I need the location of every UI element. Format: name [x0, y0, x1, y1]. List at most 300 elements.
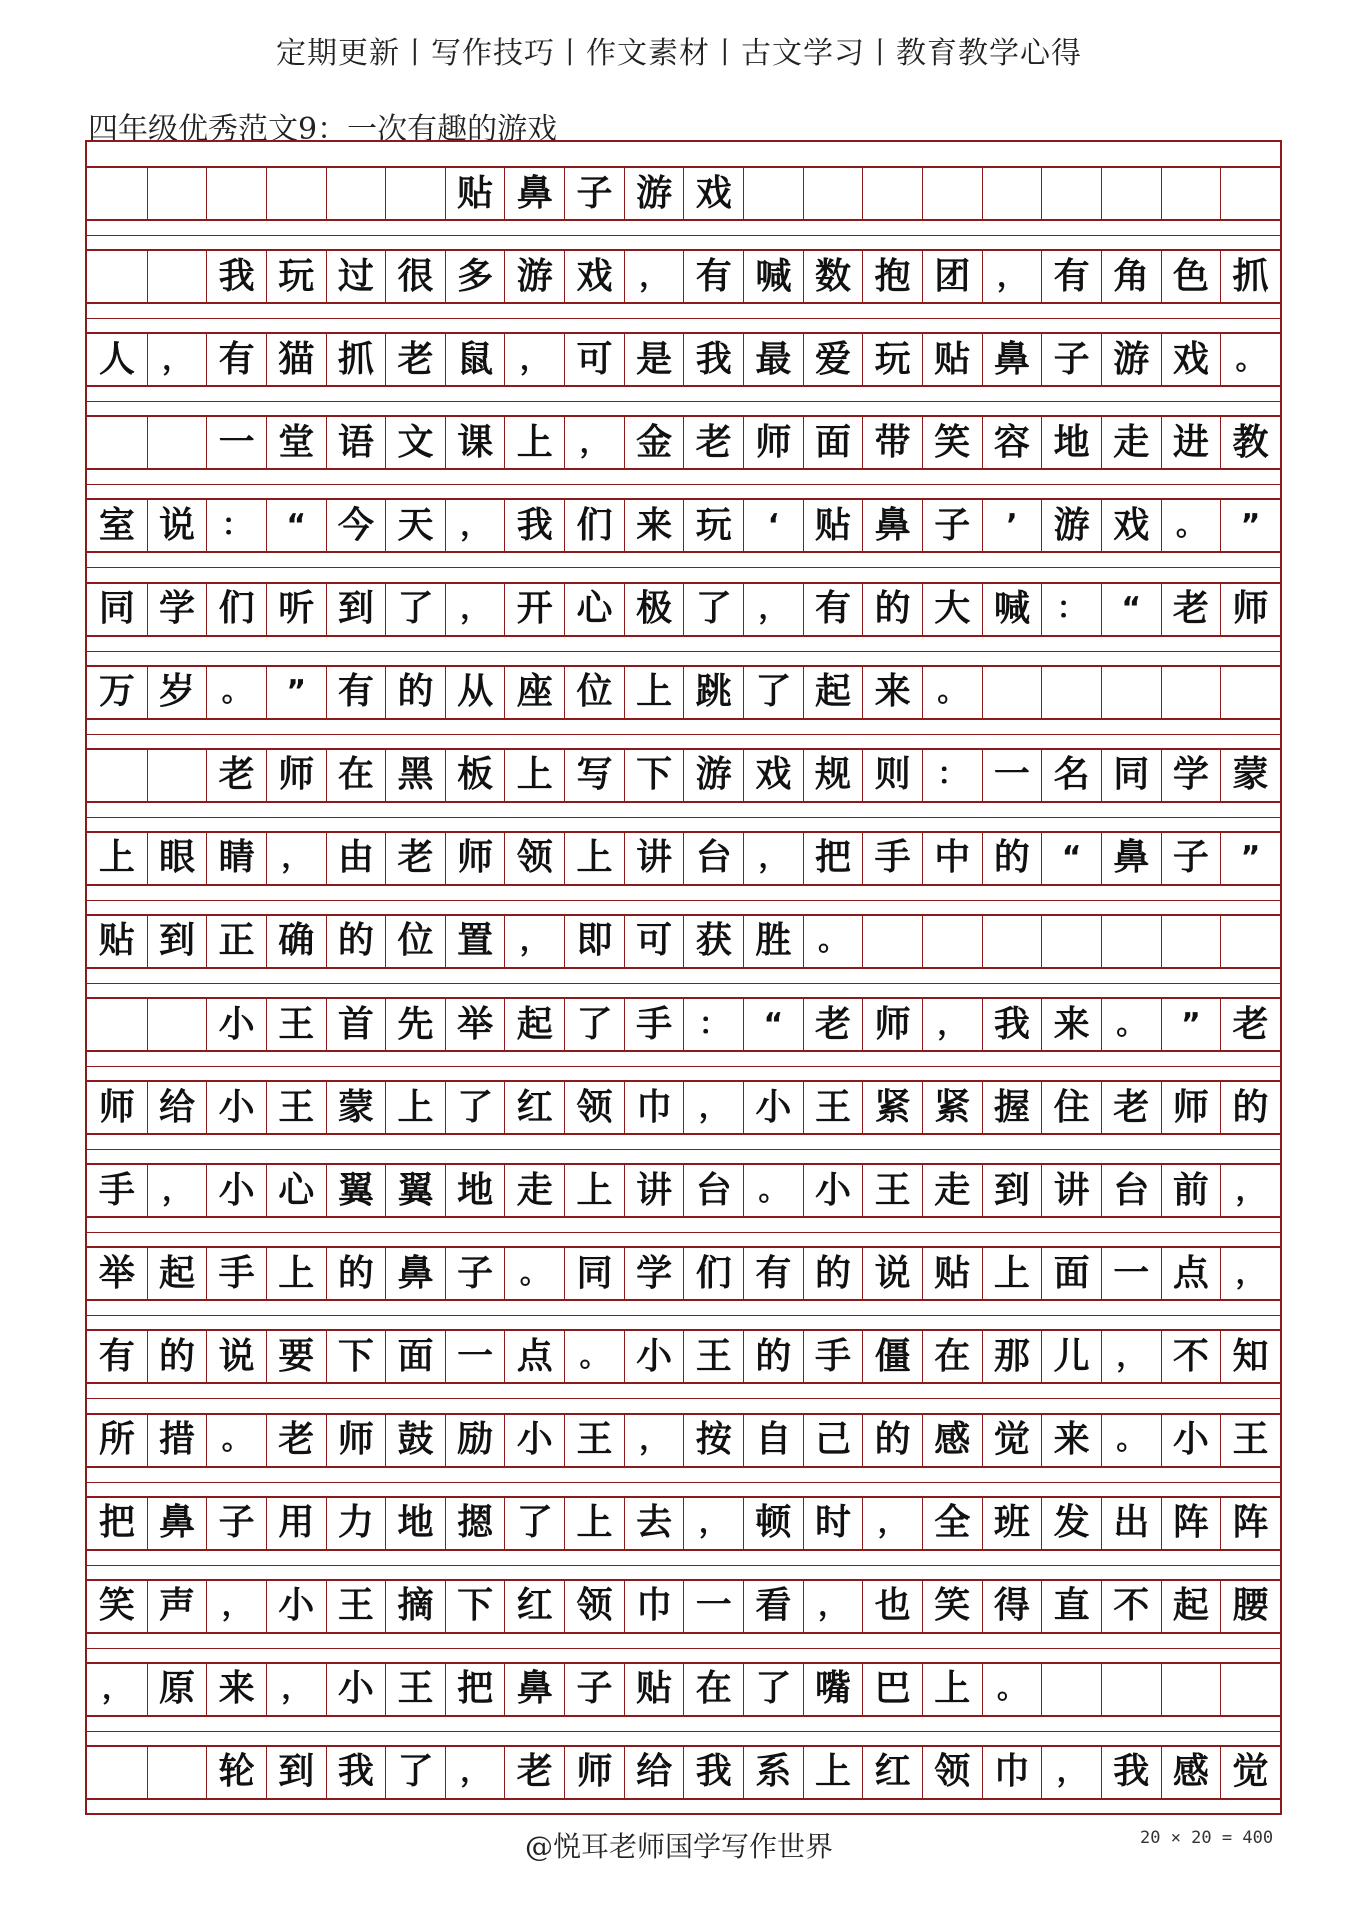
grid-cell: ，: [1041, 1745, 1101, 1800]
grid-cell: 师: [564, 1745, 624, 1800]
grid-cell: 上: [922, 1662, 982, 1717]
grid-cell: ，: [445, 498, 505, 553]
grid-cell: 了: [564, 997, 624, 1052]
grid-cell: [1041, 166, 1101, 221]
grid-cell: 要: [266, 1329, 326, 1384]
grid-cell: 座: [504, 665, 564, 720]
grid-cell: ，: [87, 1662, 147, 1717]
grid-row: [87, 665, 1280, 720]
grid-row: [87, 1745, 1280, 1800]
grid-row: [87, 997, 1280, 1052]
grid-cell: 学: [624, 1246, 684, 1301]
grid-cell: 小: [803, 1163, 863, 1218]
grid-cell: 班: [982, 1496, 1042, 1551]
grid-cell: ，: [982, 249, 1042, 304]
grid-spacer-line: [87, 1814, 1280, 1815]
grid-cell: 团: [922, 249, 982, 304]
grid-cell: 有: [326, 665, 386, 720]
grid-cell: 规: [803, 748, 863, 803]
grid-cell: 子: [1161, 831, 1221, 886]
grid-cell: 抱: [862, 249, 922, 304]
grid-cell: 进: [1161, 415, 1221, 470]
grid-cell: 的: [326, 1246, 386, 1301]
grid-cell: 置: [445, 914, 505, 969]
grid-cell: 金: [624, 415, 684, 470]
grid-cell: 小: [743, 1080, 803, 1135]
grid-cell: 给: [147, 1080, 207, 1135]
grid-cell: 色: [1161, 249, 1221, 304]
grid-cell: 励: [445, 1413, 505, 1468]
grid-cell: [862, 166, 922, 221]
grid-cell: 小: [624, 1329, 684, 1384]
grid-cell: 爱: [803, 332, 863, 387]
grid-cell: 来: [206, 1662, 266, 1717]
grid-cell: 老: [1220, 997, 1280, 1052]
grid-cell: 。: [1101, 1413, 1161, 1468]
grid-cell: 容: [982, 415, 1042, 470]
grid-cell: 来: [862, 665, 922, 720]
grid-cell: 一: [206, 415, 266, 470]
grid-spacer-line: [87, 734, 1280, 735]
grid-cell: 小: [266, 1579, 326, 1634]
grid-cell: ，: [504, 332, 564, 387]
grid-cell: 游: [1101, 332, 1161, 387]
grid-cell: [982, 665, 1042, 720]
grid-cell: “: [266, 498, 326, 553]
grid-cell: 鼻: [385, 1246, 445, 1301]
grid-cell: 。: [206, 1413, 266, 1468]
grid-cell: 学: [1161, 748, 1221, 803]
grid-cell: 来: [1041, 997, 1101, 1052]
grid-cell: 手: [862, 831, 922, 886]
grid-cell: 上: [564, 1163, 624, 1218]
grid-row: [87, 1329, 1280, 1384]
grid-cell: 老: [803, 997, 863, 1052]
grid-cell: 子: [922, 498, 982, 553]
grid-cell: 戏: [1161, 332, 1221, 387]
grid-cell: 角: [1101, 249, 1161, 304]
grid-cell: [147, 415, 207, 470]
grid-row: [87, 582, 1280, 637]
grid-cell: 子: [445, 1246, 505, 1301]
grid-cell: [1220, 665, 1280, 720]
grid-cell: ，: [445, 582, 505, 637]
grid-cell: 不: [1101, 1579, 1161, 1634]
grid-cell: 用: [266, 1496, 326, 1551]
grid-cell: 下: [624, 748, 684, 803]
grid-cell: 。: [504, 1246, 564, 1301]
grid-cell: [1161, 1662, 1221, 1717]
grid-cell: 王: [564, 1413, 624, 1468]
grid-cell: 说: [862, 1246, 922, 1301]
grid-cell: 师: [743, 415, 803, 470]
grid-cell: “: [1101, 582, 1161, 637]
grid-cell: ”: [1220, 498, 1280, 553]
grid-cell: “: [743, 997, 803, 1052]
grid-cell: 游: [1041, 498, 1101, 553]
grid-cell: 鼓: [385, 1413, 445, 1468]
grid-cell: 师: [326, 1413, 386, 1468]
grid-cell: 在: [683, 1662, 743, 1717]
grid-cell: 笑: [922, 415, 982, 470]
grid-cell: [1161, 665, 1221, 720]
grid-cell: 把: [803, 831, 863, 886]
grid-cell: [922, 914, 982, 969]
grid-cell: 文: [385, 415, 445, 470]
grid-cell: 阵: [1220, 1496, 1280, 1551]
grid-cell: 去: [624, 1496, 684, 1551]
grid-cell: 己: [803, 1413, 863, 1468]
grid-cell: 系: [743, 1745, 803, 1800]
grid-spacer-line: [87, 1066, 1280, 1067]
grid-cell: ”: [266, 665, 326, 720]
grid-cell: 戏: [743, 748, 803, 803]
grid-cell: 王: [683, 1329, 743, 1384]
grid-cell: 。: [743, 1163, 803, 1218]
grid-cell: 一: [683, 1579, 743, 1634]
grid-cell: 我: [326, 1745, 386, 1800]
grid-cell: ，: [147, 1163, 207, 1218]
grid-cell: 王: [266, 1080, 326, 1135]
grid-cell: 我: [1101, 1745, 1161, 1800]
grid-cell: [1220, 166, 1280, 221]
grid-cell: 顿: [743, 1496, 803, 1551]
grid-row: [87, 249, 1280, 304]
grid-spacer-line: [87, 1565, 1280, 1566]
grid-spacer-line: [87, 235, 1280, 236]
grid-cell: 语: [326, 415, 386, 470]
grid-cell: 手: [87, 1163, 147, 1218]
grid-cell: 写: [564, 748, 624, 803]
grid-cell: 翼: [326, 1163, 386, 1218]
grid-cell: 地: [385, 1496, 445, 1551]
grid-spacer-line: [87, 651, 1280, 652]
grid-cell: 万: [87, 665, 147, 720]
grid-cell: “: [1041, 831, 1101, 886]
grid-cell: ，: [922, 997, 982, 1052]
grid-cell: 子: [564, 166, 624, 221]
grid-cell: 玩: [266, 249, 326, 304]
grid-cell: 师: [1161, 1080, 1221, 1135]
grid-row: [87, 914, 1280, 969]
grid-cell: ，: [564, 415, 624, 470]
grid-cell: ，: [862, 1496, 922, 1551]
grid-cell: [1220, 1662, 1280, 1717]
grid-cell: 跳: [683, 665, 743, 720]
grid-row: [87, 166, 1280, 221]
grid-cell: 小: [326, 1662, 386, 1717]
grid-cell: 紧: [922, 1080, 982, 1135]
grid-cell: 的: [147, 1329, 207, 1384]
grid-cell: 玩: [683, 498, 743, 553]
grid-cell: 老: [1101, 1080, 1161, 1135]
grid-cell: 面: [1041, 1246, 1101, 1301]
grid-cell: 抓: [326, 332, 386, 387]
grid-cell: 下: [445, 1579, 505, 1634]
grid-cell: 黑: [385, 748, 445, 803]
grid-cell: 首: [326, 997, 386, 1052]
grid-cell: 室: [87, 498, 147, 553]
grid-cell: 由: [326, 831, 386, 886]
grid-cell: 贴: [624, 1662, 684, 1717]
grid-cell: 了: [743, 665, 803, 720]
grid-cell: 中: [922, 831, 982, 886]
grid-cell: [87, 748, 147, 803]
grid-cell: 举: [87, 1246, 147, 1301]
grid-cell: 面: [803, 415, 863, 470]
grid-row: [87, 1662, 1280, 1717]
grid-cell: 到: [147, 914, 207, 969]
grid-cell: 抓: [1220, 249, 1280, 304]
grid-cell: 。: [1101, 997, 1161, 1052]
document-title: 四年级优秀范文9：一次有趣的游戏: [88, 112, 558, 147]
grid-spacer-line: [87, 1648, 1280, 1649]
grid-cell: 老: [206, 748, 266, 803]
grid-cell: 把: [445, 1662, 505, 1717]
grid-cell: [87, 1745, 147, 1800]
grid-row: [87, 1246, 1280, 1301]
grid-cell: 游: [683, 748, 743, 803]
grid-cell: 不: [1161, 1329, 1221, 1384]
grid-cell: 师: [862, 997, 922, 1052]
grid-cell: ，: [1220, 1246, 1280, 1301]
grid-cell: 师: [445, 831, 505, 886]
grid-cell: 王: [862, 1163, 922, 1218]
grid-cell: 蒙: [326, 1080, 386, 1135]
grid-row: [87, 1496, 1280, 1551]
grid-cell: 师: [87, 1080, 147, 1135]
grid-cell: [87, 415, 147, 470]
grid-spacer-line: [87, 983, 1280, 984]
grid-cell: 上: [564, 1496, 624, 1551]
grid-cell: 贴: [803, 498, 863, 553]
grid-cell: 点: [1161, 1246, 1221, 1301]
grid-cell: 听: [266, 582, 326, 637]
grid-cell: 走: [922, 1163, 982, 1218]
grid-cell: 过: [326, 249, 386, 304]
grid-cell: 讲: [1041, 1163, 1101, 1218]
grid-cell: 子: [1041, 332, 1101, 387]
grid-cell: 到: [326, 582, 386, 637]
grid-cell: 小: [504, 1413, 564, 1468]
grid-cell: [266, 166, 326, 221]
grid-cell: 鼻: [504, 1662, 564, 1717]
grid-cell: [922, 166, 982, 221]
grid-cell: [326, 166, 386, 221]
grid-cell: 上: [982, 1246, 1042, 1301]
grid-spacer-line: [87, 1232, 1280, 1233]
grid-cell: 王: [385, 1662, 445, 1717]
grid-spacer-line: [87, 484, 1280, 485]
grid-cell: 睛: [206, 831, 266, 886]
grid-cell: 贴: [922, 1246, 982, 1301]
grid-cell: 我: [683, 1745, 743, 1800]
grid-cell: 岁: [147, 665, 207, 720]
grid-cell: 一: [1101, 1246, 1161, 1301]
grid-spacer-line: [87, 1149, 1280, 1150]
grid-cell: 巾: [982, 1745, 1042, 1800]
grid-cell: 戏: [564, 249, 624, 304]
grid-cell: 点: [504, 1329, 564, 1384]
grid-cell: 也: [862, 1579, 922, 1634]
grid-cell: ：: [1041, 582, 1101, 637]
grid-cell: ：: [206, 498, 266, 553]
grid-cell: ，: [147, 332, 207, 387]
grid-cell: 所: [87, 1413, 147, 1468]
grid-cell: [1101, 914, 1161, 969]
grid-cell: 老: [385, 332, 445, 387]
grid-cell: 紧: [862, 1080, 922, 1135]
grid-cell: ”: [1161, 997, 1221, 1052]
grid-cell: [1161, 914, 1221, 969]
grid-cell: 手: [624, 997, 684, 1052]
grid-cell: 猫: [266, 332, 326, 387]
grid-cell: 上: [266, 1246, 326, 1301]
grid-row: [87, 332, 1280, 387]
grid-cell: 游: [624, 166, 684, 221]
grid-cell: 领: [564, 1080, 624, 1135]
grid-cell: [87, 249, 147, 304]
grid-cell: 们: [683, 1246, 743, 1301]
grid-cell: [1041, 665, 1101, 720]
grid-cell: 轮: [206, 1745, 266, 1800]
grid-cell: 知: [1220, 1329, 1280, 1384]
grid-cell: 前: [1161, 1163, 1221, 1218]
grid-cell: 心: [564, 582, 624, 637]
grid-cell: ，: [206, 1579, 266, 1634]
grid-cell: 力: [326, 1496, 386, 1551]
grid-cell: 小: [206, 997, 266, 1052]
grid-cell: [1041, 1662, 1101, 1717]
grid-row: [87, 1579, 1280, 1634]
grid-cell: 子: [564, 1662, 624, 1717]
grid-cell: 笑: [87, 1579, 147, 1634]
grid-cell: 有: [743, 1246, 803, 1301]
grid-cell: 地: [445, 1163, 505, 1218]
grid-cell: 有: [803, 582, 863, 637]
grid-cell: 原: [147, 1662, 207, 1717]
grid-cell: 。: [803, 914, 863, 969]
grid-cell: ，: [743, 831, 803, 886]
grid-cell: 觉: [1220, 1745, 1280, 1800]
grid-cell: 眼: [147, 831, 207, 886]
grid-cell: 王: [803, 1080, 863, 1135]
grid-row: [87, 748, 1280, 803]
grid-cell: 措: [147, 1413, 207, 1468]
grid-cell: 来: [624, 498, 684, 553]
grid-cell: 巾: [624, 1080, 684, 1135]
grid-cell: 同: [1101, 748, 1161, 803]
grid-cell: 游: [504, 249, 564, 304]
grid-cell: 上: [803, 1745, 863, 1800]
grid-cell: 有: [1041, 249, 1101, 304]
grid-cell: 了: [385, 1745, 445, 1800]
grid-cell: [147, 997, 207, 1052]
composition-grid-sheet: [85, 140, 1282, 1815]
grid-cell: 板: [445, 748, 505, 803]
grid-cell: ，: [266, 1662, 326, 1717]
grid-cell: 的: [385, 665, 445, 720]
grid-cell: 得: [982, 1579, 1042, 1634]
grid-cell: 翼: [385, 1163, 445, 1218]
grid-cell: 我: [683, 332, 743, 387]
grid-cell: 上: [385, 1080, 445, 1135]
grid-cell: 台: [683, 1163, 743, 1218]
grid-cell: 红: [504, 1080, 564, 1135]
grid-cell: 举: [445, 997, 505, 1052]
grid-cell: 的: [862, 1413, 922, 1468]
grid-cell: 有: [87, 1329, 147, 1384]
grid-cell: 贴: [922, 332, 982, 387]
grid-cell: 上: [564, 831, 624, 886]
grid-cell: 获: [683, 914, 743, 969]
grid-cell: [87, 166, 147, 221]
grid-cell: 。: [1161, 498, 1221, 553]
grid-cell: 上: [504, 415, 564, 470]
grid-cell: 我: [206, 249, 266, 304]
grid-cell: 下: [326, 1329, 386, 1384]
grid-cell: 位: [564, 665, 624, 720]
grid-cell: 嘴: [803, 1662, 863, 1717]
grid-cell: ：: [922, 748, 982, 803]
grid-cell: 到: [982, 1163, 1042, 1218]
grid-cell: 一: [982, 748, 1042, 803]
grid-cell: [743, 166, 803, 221]
grid-cell: [1101, 166, 1161, 221]
grid-cell: 老: [683, 415, 743, 470]
grid-cell: 大: [922, 582, 982, 637]
grid-cell: 有: [683, 249, 743, 304]
grid-cell: 小: [1161, 1413, 1221, 1468]
grid-cell: 走: [1101, 415, 1161, 470]
grid-spacer-line: [87, 567, 1280, 568]
grid-cell: [147, 748, 207, 803]
grid-cell: 可: [624, 914, 684, 969]
grid-cell: ，: [1220, 1163, 1280, 1218]
grid-cell: 堂: [266, 415, 326, 470]
grid-cell: 王: [266, 997, 326, 1052]
grid-cell: 那: [982, 1329, 1042, 1384]
grid-cell: 来: [1041, 1413, 1101, 1468]
grid-cell: 极: [624, 582, 684, 637]
grid-cell: 摁: [445, 1496, 505, 1551]
grid-cell: 师: [266, 748, 326, 803]
grid-cell: 鼻: [1101, 831, 1161, 886]
grid-cell: 感: [1161, 1745, 1221, 1800]
grid-cell: 鼻: [862, 498, 922, 553]
grid-cell: 老: [385, 831, 445, 886]
grid-cell: 课: [445, 415, 505, 470]
grid-cell: 在: [922, 1329, 982, 1384]
grid-row: [87, 1080, 1280, 1135]
grid-cell: [982, 914, 1042, 969]
grid-cell: 给: [624, 1745, 684, 1800]
grid-cell: 戏: [683, 166, 743, 221]
grid-cell: [1161, 166, 1221, 221]
grid-cell: 发: [1041, 1496, 1101, 1551]
grid-cell: 确: [266, 914, 326, 969]
grid-cell: 上: [504, 748, 564, 803]
grid-cell: 巴: [862, 1662, 922, 1717]
grid-cell: 喊: [743, 249, 803, 304]
grid-cell: 的: [862, 582, 922, 637]
grid-cell: ，: [1101, 1329, 1161, 1384]
grid-cell: 腰: [1220, 1579, 1280, 1634]
grid-cell: 心: [266, 1163, 326, 1218]
grid-cell: 小: [206, 1163, 266, 1218]
grid-cell: 名: [1041, 748, 1101, 803]
grid-cell: 全: [922, 1496, 982, 1551]
